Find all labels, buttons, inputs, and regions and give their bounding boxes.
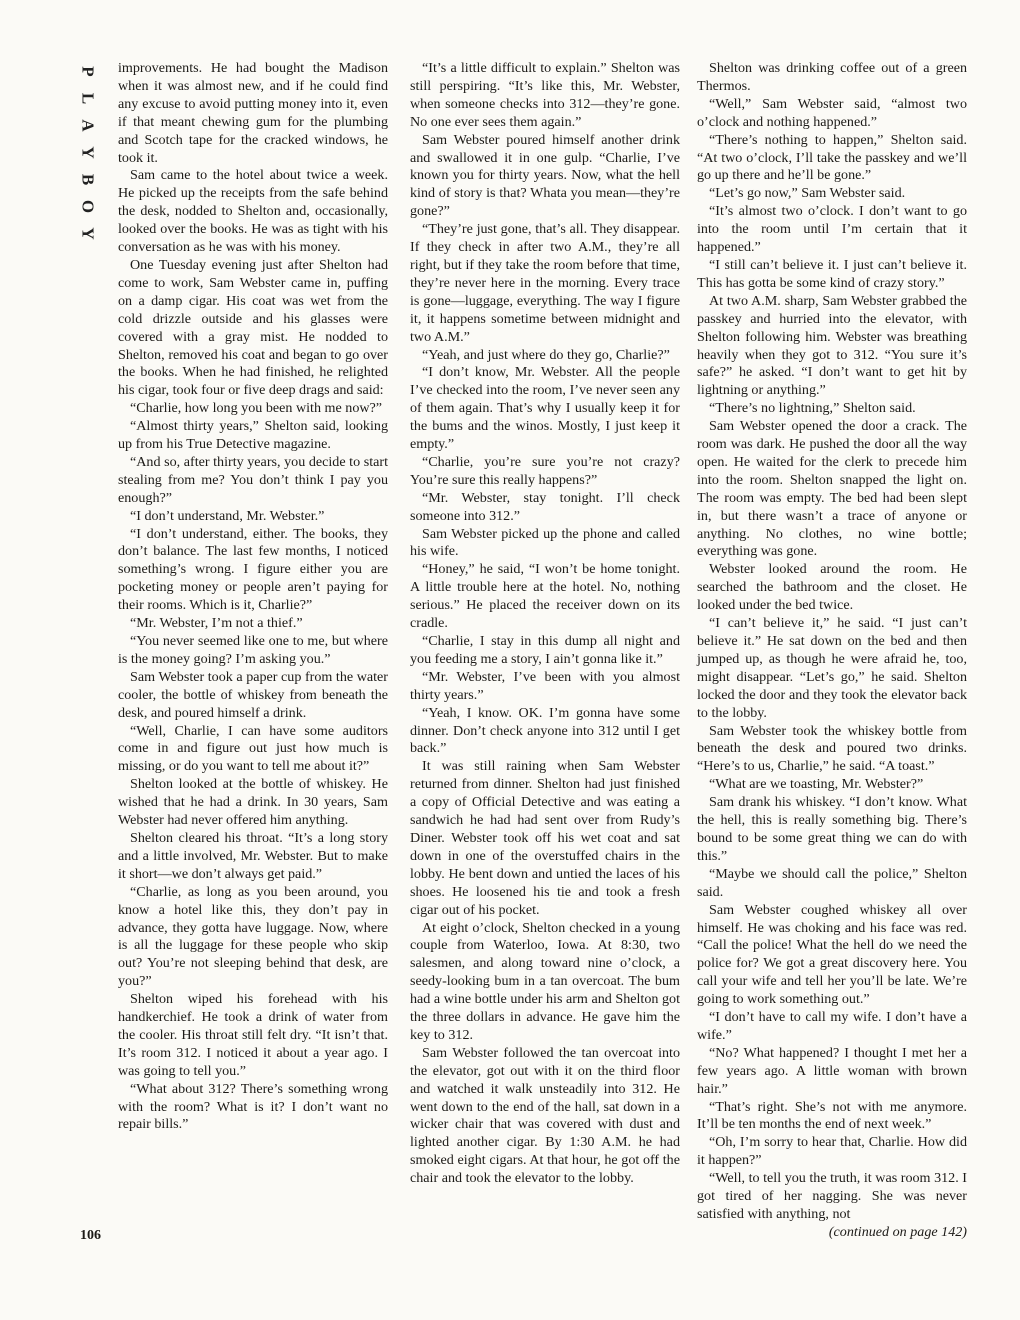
masthead-letter: L (78, 92, 98, 105)
paragraph: Webster looked around the room. He searched the bathroom and the closet. He looked under the bed twice. (697, 561, 967, 614)
paragraph: At eight o’clock, Shelton checked in a young couple from Waterloo, Iowa. At 8:30, two salesmen, and along toward nine o’clock, a seedy-looking bum in a tan overcoat. The bum had a wine bottle under his arm and Shelton got the three dollars in advance. He gave him the key to 312. (410, 919, 680, 1043)
paragraph: At two A.M. sharp, Sam Webster grabbed the passkey and hurried into the elevator, with Shelton following him. Webster was breathing heavily when they got to 312. “You sure it’s safe?” he asked. “I don’t want to get hit by lightning or anything.” (697, 292, 967, 399)
text-column-1 (118, 60, 388, 1134)
paragraph: “Well, Charlie, I can have some auditors come in and figure out just how much is missing, or do you want to tell me about it?” (118, 722, 388, 775)
paragraph: Shelton looked at the bottle of whiskey. He wished that he had a drink. In 30 years, Sam Webster had never offered him anything. (118, 776, 388, 829)
paragraph: improvements. He had bought the Madison when it was almost new, and if he could find any excuse to avoid putting money into it, even if that meant chewing gum for the plumbing and Scotch tape for the cracked windows, he took it. (118, 60, 388, 166)
paragraph: “No? What happened? I thought I met her a few years ago. A little woman with brown hair.” (697, 1044, 967, 1097)
masthead-letter: A (78, 119, 98, 132)
page-number: 106 (80, 1228, 101, 1243)
paragraph: It was still raining when Sam Webster returned from dinner. Shelton had just finished a copy of Official Detective and was eating a sandwich he had had sent over from Rudy’s Diner. Webster took off his wet coat and sat down in one of the overstuffed chairs in the lobby. He bent down and untied the laces of his shoes. He loosened his tie and took a fresh cigar out of his pocket. (410, 758, 680, 918)
masthead-letter: Y (78, 227, 98, 240)
text-column-2 (410, 60, 680, 1188)
paragraph: “There’s nothing to happen,” Shelton said. “At two o’clock, I’ll take the passkey and we’ll go up there and he’ll be gone.” (697, 131, 967, 184)
paragraph: Shelton cleared his throat. “It’s a long story and a little involved, Mr. Webster. But to make it short—we don’t always get paid.” (118, 829, 388, 882)
paragraph: Shelton wiped his forehead with his handkerchief. He took a drink of water from the cooler. His throat still felt dry. “It isn’t that. It’s room 312. I noticed it about a year ago. I was going to tell you.” (118, 991, 388, 1079)
paragraph: “Let’s go now,” Sam Webster said. (709, 185, 906, 202)
paragraph: “Yeah, I know. OK. I’m gonna have some dinner. Don’t check anyone into 312 until I get back.” (410, 704, 680, 757)
masthead-letter: P (78, 66, 98, 77)
paragraph: Sam drank his whiskey. “I don’t know. What the hell, this is really something big. There’s bound to be some great thing we can do with this.” (697, 794, 967, 864)
paragraph: “Well, to tell you the truth, it was room 312. I got tired of her nagging. She was never satisfied with anything, not (697, 1170, 967, 1222)
paragraph: “Oh, I’m sorry to hear that, Charlie. How did it happen?” (697, 1134, 967, 1169)
paragraph: “There’s no lightning,” Shelton said. (709, 400, 916, 417)
paragraph: “They’re just gone, that’s all. They disappear. If they check in after two A.M., they’re all right, but if they take the room before that time, they’re never here in the morning. Every trace is gone—luggage, everything. The way I figure it, it happens sometime between midnight and two A.M.” (410, 221, 680, 345)
paragraph: “Maybe we should call the police,” Shelton said. (697, 865, 967, 900)
paragraph: Sam Webster coughed whiskey all over himself. He was choking and his face was red. “Call the police! What the hell do we need the police for? We got a great discovery here. You call your wife and tell her you’ll be late. We’re going to work something out.” (697, 901, 967, 1008)
paragraph: Sam Webster picked up the phone and called his wife. (410, 525, 680, 560)
paragraph: “Charlie, as long as you been around, you know a hotel like this, they don’t pay in advance, they gotta have luggage. Now, where is all the luggage for these people who skip out? You’re not sleeping behind that desk, are you?” (118, 883, 388, 990)
paragraph: “You never seemed like one to me, but where is the money going? I’m asking you.” (118, 633, 388, 667)
masthead-letter: Y (78, 146, 98, 159)
paragraph: “I don’t understand, Mr. Webster.” (130, 507, 325, 524)
paragraph: Sam Webster took a paper cup from the water cooler, the bottle of whiskey from beneath the desk, and poured himself a drink. (118, 668, 388, 721)
paragraph: “Mr. Webster, I’ve been with you almost thirty years.” (410, 668, 680, 703)
paragraph: Sam Webster opened the door a crack. The room was dark. He pushed the door all the way open. He waited for the clerk to precede him into the room. Shelton snapped the light on. The room was empty. The bed had been slept in, but there wasn’t a trace of anyone or anything. No clothes, no wine bottle; everything was gone. (697, 418, 967, 560)
magazine-masthead (78, 58, 98, 247)
paragraph: Sam Webster poured himself another drink and swallowed it in one gulp. “Charlie, I’ve known you for thirty years. Now, what the hell kind of story is that? Whata you mean—they’re gone?” (410, 131, 680, 220)
paragraph: “Yeah, and just where do they go, Charlie?” (422, 346, 670, 363)
paragraph: “Honey,” he said, “I won’t be home tonight. A little trouble here at the hotel. No, nothing serious.” He placed the receiver down on its cradle. (410, 561, 680, 632)
paragraph: “Mr. Webster, I’m not a thief.” (130, 615, 303, 632)
paragraph: “Well,” Sam Webster said, “almost two o’clock and nothing happened.” (697, 95, 967, 130)
paragraph: “What about 312? There’s something wrong with the room? What is it? I don’t want no repair bills.” (118, 1080, 388, 1133)
paragraph: Sam Webster took the whiskey bottle from beneath the desk and poured two drinks. “Here’s to us, Charlie,” he said. “A toast.” (697, 722, 967, 775)
paragraph: “And so, after thirty years, you decide to start stealing from me? You don’t think I pay you enough?” (118, 453, 388, 506)
paragraph: “That’s right. She’s not with me anymore. It’ll be ten months the end of next week.” (697, 1098, 967, 1133)
paragraph: “It’s a little difficult to explain.” Shelton was still perspiring. “It’s like this, Mr. Webster, when someone checks into 312—they’re gone. No one ever sees them again.” (410, 60, 680, 130)
paragraph: “Charlie, I stay in this dump all night and you feeding me a story, I ain’t gonna like it.” (410, 633, 680, 667)
paragraph: “Almost thirty years,” Shelton said, looking up from his True Detective magazine. (118, 418, 388, 453)
masthead-letter: O (78, 199, 98, 214)
paragraph: “Mr. Webster, stay tonight. I’ll check someone into 312.” (410, 489, 680, 524)
paragraph: Shelton was drinking coffee out of a green Thermos. (697, 60, 967, 94)
paragraph: “I don’t understand, either. The books, they don’t balance. The last few months, I noticed something’s wrong. I figure either you are pocketing money or people aren’t paying for their rooms. Which is it, Charlie?” (118, 525, 388, 614)
paragraph: “Charlie, you’re sure you’re not crazy? You’re sure this really happens?” (410, 453, 680, 488)
paragraph: “I can’t believe it,” he said. “I just can’t believe it.” He sat down on the bed and then jumped up, as though he were afraid he, too, might disappear. “Let’s go,” he said. Shelton locked the door and they took the elevator back to the lobby. (697, 615, 967, 721)
paragraph: Sam came to the hotel about twice a week. He picked up the receipts from the safe behind the desk, nodded to Shelton and, occasionally, looked over the books. He was as tight with his conversation as he was with his money. (118, 167, 388, 256)
paragraph: “I don’t know, Mr. Webster. All the people I’ve checked into the room, I’ve never seen any of them again. That’s why I usually keep it for the bums and the winos. Mostly, I just keep it empty.” (410, 364, 680, 453)
paragraph: Sam Webster followed the tan overcoat into the elevator, got out with it on the third floor and watched it walk unsteadily into 312. He went down to the end of the hall, sat down in a wicker chair that was covered with dust and lighted another cigar. By 1:30 A.M. he had smoked eight cigars. At that hour, he got off the chair and took the elevator to the lobby. (410, 1044, 680, 1187)
text-column-3 (697, 60, 967, 1242)
paragraph: “Charlie, how long you been with me now?” (130, 400, 383, 417)
paragraph: “It’s almost two o’clock. I don’t want to go into the room until I’m certain that it happened.” (697, 203, 967, 256)
paragraph: “I still can’t believe it. I just can’t believe it. This has gotta be some kind of crazy story.” (697, 256, 967, 291)
continued-note: (continued on page 142) (828, 1223, 967, 1240)
paragraph: “What are we toasting, Mr. Webster?” (709, 776, 924, 793)
masthead-letter: B (78, 173, 98, 186)
paragraph: One Tuesday evening just after Shelton had come to work, Sam Webster came in, puffing on a damp cigar. His coat was wet from the cold drizzle outside and his glasses were covered with a gray mist. He nodded to Shelton, removed his coat and began to go over the books. When he had finished, he relighted his cigar, took four or five deep drags and said: (118, 256, 388, 399)
paragraph: “I don’t have to call my wife. I don’t have a wife.” (697, 1009, 967, 1043)
